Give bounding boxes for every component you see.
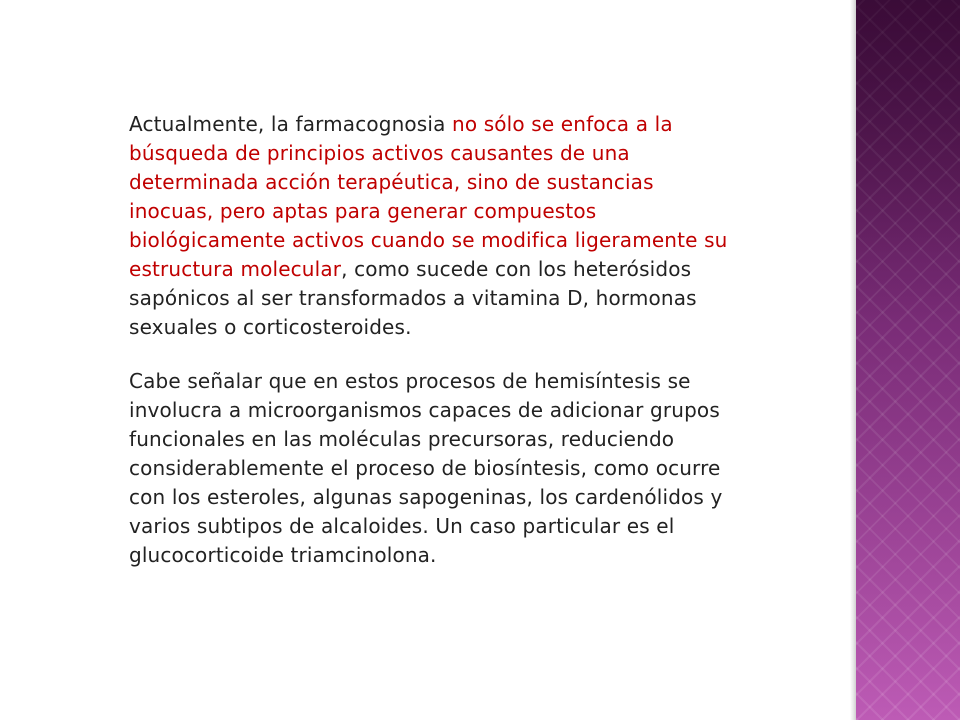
- paragraph-line: [129, 139, 630, 168]
- line-text: sapónicos al ser transformados a vitamina D, hormonas: [129, 286, 697, 310]
- emphasis-text: búsqueda de principios activos causantes de una: [129, 141, 630, 165]
- paragraph-line: [129, 512, 674, 541]
- paragraph-line: [129, 483, 723, 512]
- line-text: glucocorticoide triamcinolona.: [129, 543, 437, 567]
- line-text: involucra a microorganismos capaces de adicionar grupos: [129, 398, 720, 422]
- emphasis-text: no sólo se enfoca a la: [452, 112, 673, 136]
- paragraph-1: [129, 110, 849, 346]
- paragraph-line: [129, 367, 691, 396]
- paragraph-2: [129, 367, 849, 574]
- paragraph-line: [129, 396, 720, 425]
- paragraph-line: [129, 110, 673, 139]
- emphasis-text: biológicamente activos cuando se modifica ligeramente su: [129, 228, 728, 252]
- paragraph-line: [129, 425, 674, 454]
- line-text: Cabe señalar que en estos procesos de hemisíntesis se: [129, 369, 691, 393]
- line-text: , como sucede con los heterósidos: [341, 257, 692, 281]
- paragraph-line: [129, 255, 691, 284]
- line-text: varios subtipos de alcaloides. Un caso particular es el: [129, 514, 675, 538]
- paragraph-line: [129, 168, 654, 197]
- line-text: funcionales en las moléculas precursoras, reduciendo: [129, 427, 675, 451]
- line-text: sexuales o corticosteroides.: [129, 315, 412, 339]
- paragraph-line: [129, 226, 727, 255]
- paragraph-line: [129, 541, 437, 570]
- line-text: con los esteroles, algunas sapogeninas, los cardenólidos y: [129, 485, 723, 509]
- line-text: Actualmente, la farmacognosia: [129, 112, 452, 136]
- emphasis-text: determinada acción terapéutica, sino de sustancias: [129, 170, 654, 194]
- line-text: considerablemente el proceso de biosíntesis, como ocurre: [129, 456, 721, 480]
- paragraph-line: [129, 313, 412, 342]
- emphasis-text: estructura molecular: [129, 257, 342, 281]
- decorative-sidebar: [856, 0, 960, 720]
- paragraph-line: [129, 454, 720, 483]
- emphasis-text: inocuas, pero aptas para generar compuestos: [129, 199, 597, 223]
- slide-text-block: [129, 110, 849, 574]
- paragraph-line: [129, 197, 596, 226]
- paragraph-line: [129, 284, 697, 313]
